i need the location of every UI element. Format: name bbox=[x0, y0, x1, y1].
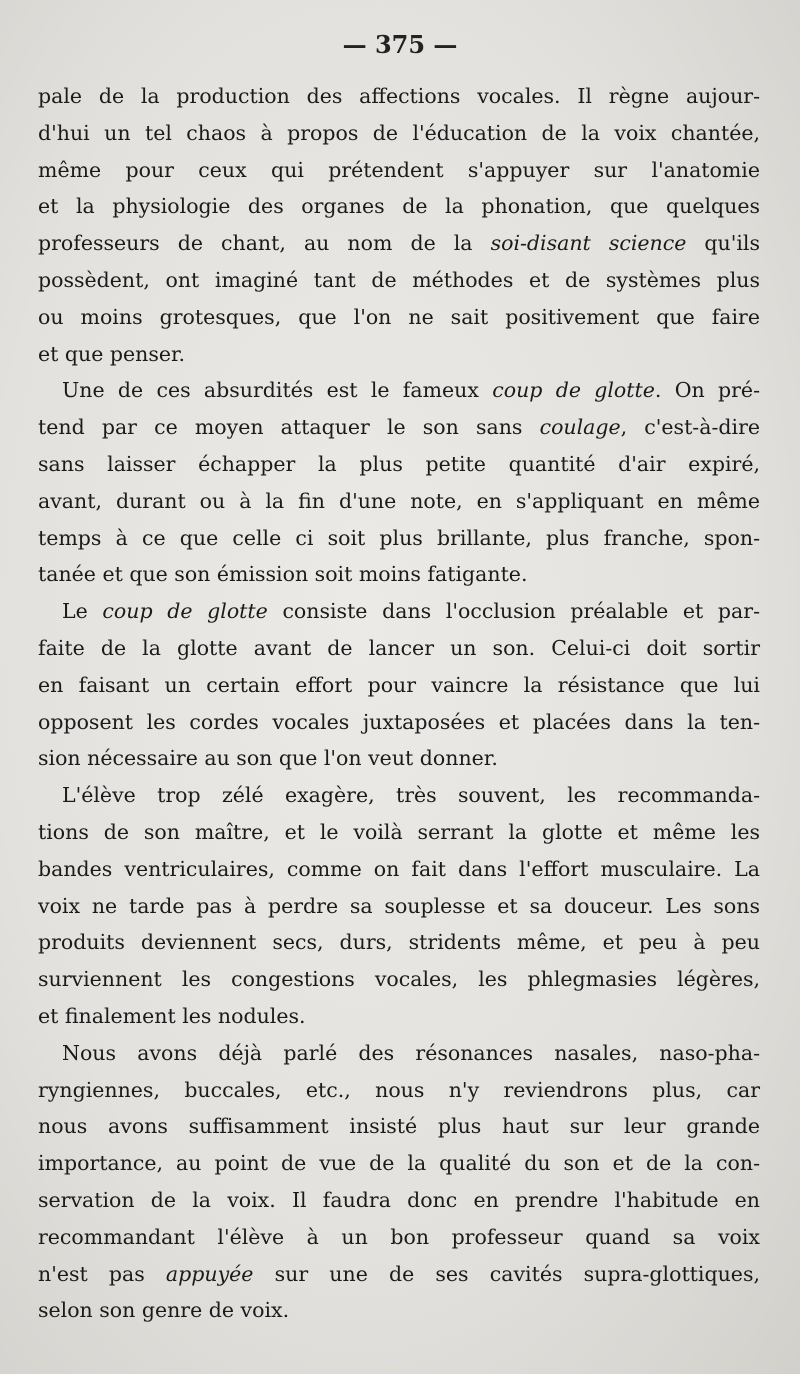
text-line bbox=[38, 998, 760, 1035]
text-segment: Une de ces absurdités est le fameux bbox=[62, 378, 493, 403]
text-segment: bandes ventriculaires, comme on fait dans l'effort musculaire. La bbox=[38, 856, 760, 881]
paragraph bbox=[38, 78, 760, 372]
text-segment: tend par ce moyen attaquer le son sans bbox=[38, 415, 540, 440]
text-line bbox=[38, 336, 760, 373]
text-line bbox=[38, 667, 760, 704]
text-line bbox=[38, 1182, 760, 1219]
text-segment: Nous avons déjà parlé des résonances nasales, naso-pha- bbox=[62, 1040, 760, 1065]
text-line bbox=[38, 520, 760, 557]
paragraph bbox=[38, 372, 760, 593]
text-line bbox=[38, 152, 760, 189]
paragraph bbox=[38, 1035, 760, 1329]
text-segment: tions de son maître, et le voilà serrant la glotte et même les bbox=[38, 819, 760, 844]
paragraph bbox=[38, 593, 760, 777]
text-segment: avant, durant ou à la fin d'une note, en s'appliquant en même bbox=[38, 488, 760, 513]
paragraph bbox=[38, 777, 760, 1035]
text-line bbox=[38, 740, 760, 777]
text-segment: produits deviennent secs, durs, stridents même, et peu à peu bbox=[38, 930, 760, 955]
text-line bbox=[38, 704, 760, 741]
text-segment: recommandant l'élève à un bon professeur quand sa voix bbox=[38, 1224, 760, 1249]
text-line bbox=[38, 924, 760, 961]
text-line bbox=[38, 262, 760, 299]
text-segment: sion nécessaire au son que l'on veut donner. bbox=[38, 746, 498, 771]
text-segment: sur une de ses cavités supra-glottiques, bbox=[253, 1261, 760, 1286]
text-segment: professeurs de chant, au nom de la bbox=[38, 231, 491, 256]
body-text bbox=[38, 78, 760, 1329]
text-line bbox=[38, 630, 760, 667]
text-line bbox=[38, 1219, 760, 1256]
text-line bbox=[38, 556, 760, 593]
text-line bbox=[38, 225, 760, 262]
text-line bbox=[38, 888, 760, 925]
text-segment: en faisant un certain effort pour vaincre la résistance que lui bbox=[38, 672, 760, 697]
text-line bbox=[38, 188, 760, 225]
text-segment: ryngiennes, buccales, etc., nous n'y reviendrons plus, car bbox=[38, 1077, 760, 1102]
text-line bbox=[38, 372, 760, 409]
italic-term: soi-disant science bbox=[490, 231, 687, 256]
text-segment: possèdent, ont imaginé tant de méthodes et de systèmes plus bbox=[38, 267, 760, 292]
text-line bbox=[38, 1292, 760, 1329]
text-segment: , c'est-à-dire bbox=[620, 415, 760, 440]
text-line bbox=[38, 483, 760, 520]
text-line bbox=[38, 777, 760, 814]
text-line bbox=[38, 851, 760, 888]
text-line bbox=[38, 1145, 760, 1182]
text-segment: servation de la voix. Il faudra donc en prendre l'habitude en bbox=[38, 1187, 760, 1212]
text-segment: et la physiologie des organes de la phonation, que quelques bbox=[38, 194, 760, 219]
text-segment: tanée et que son émission soit moins fatigante. bbox=[38, 562, 528, 587]
text-segment: voix ne tarde pas à perdre sa souplesse et sa douceur. Les sons bbox=[38, 893, 760, 918]
text-segment: Le bbox=[62, 599, 103, 624]
text-segment: sans laisser échapper la plus petite quantité d'air expiré, bbox=[38, 451, 760, 476]
text-line bbox=[38, 409, 760, 446]
text-segment: L'élève trop zélé exagère, très souvent, les recommanda- bbox=[62, 783, 760, 808]
text-segment: n'est pas bbox=[38, 1261, 166, 1286]
text-segment: d'hui un tel chaos à propos de l'éducation de la voix chantée, bbox=[38, 120, 760, 145]
text-line bbox=[38, 1108, 760, 1145]
text-segment: pale de la production des affections vocales. Il règne aujour- bbox=[38, 84, 760, 108]
text-line bbox=[38, 78, 760, 115]
text-line bbox=[38, 1072, 760, 1109]
italic-term: coup de glotte bbox=[102, 599, 268, 624]
text-segment: même pour ceux qui prétendent s'appuyer sur l'anatomie bbox=[38, 157, 760, 182]
text-segment: ou moins grotesques, que l'on ne sait positivement que faire bbox=[38, 304, 760, 329]
text-segment: et finalement les nodules. bbox=[38, 1003, 306, 1028]
text-segment: consiste dans l'occlusion préalable et par- bbox=[267, 599, 760, 624]
text-line bbox=[38, 446, 760, 483]
text-segment: selon son genre de voix. bbox=[38, 1298, 290, 1323]
text-segment: . On pré- bbox=[654, 378, 760, 403]
text-segment: faite de la glotte avant de lancer un son. Celui-ci doit sortir bbox=[38, 635, 760, 660]
page-number: — 375 — bbox=[342, 30, 458, 59]
text-segment: importance, au point de vue de la qualité du son et de la con- bbox=[38, 1151, 760, 1176]
text-line bbox=[38, 1256, 760, 1293]
text-line bbox=[38, 961, 760, 998]
text-line bbox=[38, 593, 760, 630]
text-segment: nous avons suffisamment insisté plus haut sur leur grande bbox=[38, 1114, 760, 1139]
text-line bbox=[38, 1035, 760, 1072]
text-segment: surviennent les congestions vocales, les phlegmasies légères, bbox=[38, 967, 760, 992]
text-segment: temps à ce que celle ci soit plus brillante, plus franche, spon- bbox=[38, 525, 760, 550]
text-segment: qu'ils bbox=[686, 231, 760, 256]
text-line bbox=[38, 115, 760, 152]
italic-term: appuyée bbox=[165, 1261, 254, 1286]
text-line bbox=[38, 299, 760, 336]
text-segment: et que penser. bbox=[38, 341, 186, 366]
text-segment: opposent les cordes vocales juxtaposées et placées dans la ten- bbox=[38, 709, 760, 734]
italic-term: coup de glotte bbox=[492, 378, 655, 403]
text-line bbox=[38, 814, 760, 851]
italic-term: coulage bbox=[539, 415, 621, 440]
